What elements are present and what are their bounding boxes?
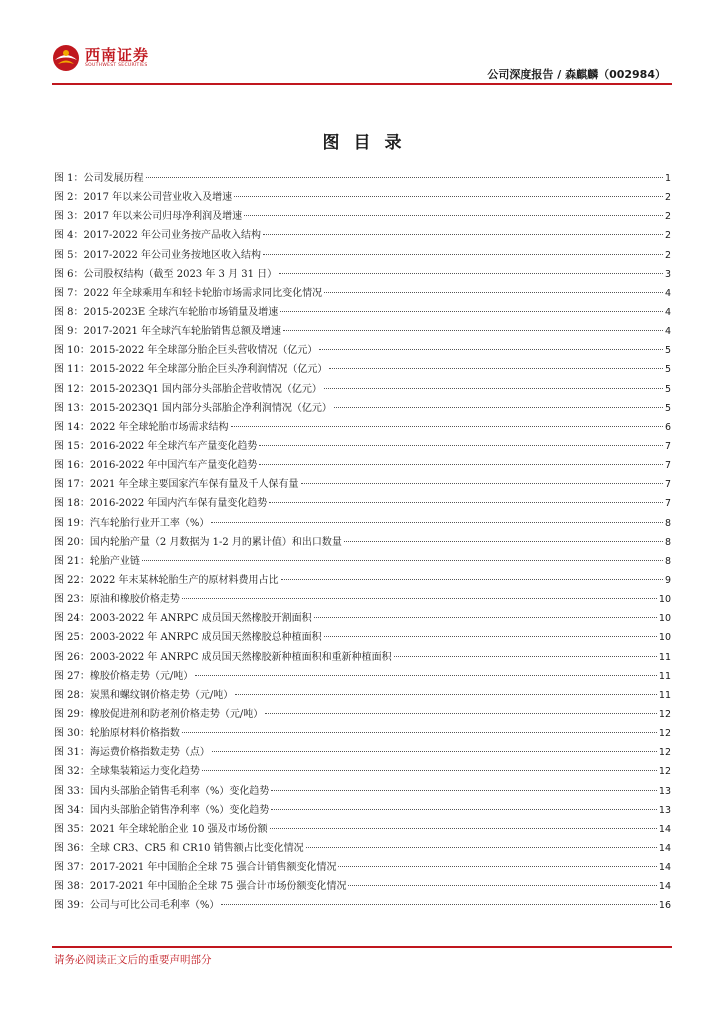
toc-leader-dots bbox=[146, 177, 663, 178]
toc-leader-dots bbox=[231, 426, 663, 427]
toc-entry-label: 图 2：2017 年以来公司营业收入及增速 bbox=[54, 192, 233, 204]
toc-entry-label: 图 22：2022 年末某林轮胎生产的原材料费用占比 bbox=[54, 574, 279, 586]
toc-entry[interactable] bbox=[54, 667, 671, 686]
toc-entry[interactable] bbox=[54, 494, 671, 513]
toc-entry-label: 图 28：炭黑和螺纹钢价格走势（元/吨） bbox=[54, 689, 234, 701]
toc-entry[interactable] bbox=[54, 207, 671, 226]
toc-leader-dots bbox=[348, 885, 656, 886]
toc-entry-page-number: 2 bbox=[664, 230, 671, 242]
toc-entry-label: 图 17：2021 年全球主要国家汽车保有量及千人保有量 bbox=[54, 479, 299, 491]
toc-entry[interactable] bbox=[54, 839, 671, 858]
toc-leader-dots bbox=[212, 751, 657, 752]
toc-entry-page-number: 3 bbox=[664, 268, 671, 280]
toc-entry-label: 图 23：原油和橡胶价格走势 bbox=[54, 594, 180, 606]
toc-entry-page-number: 5 bbox=[664, 383, 671, 395]
toc-leader-dots bbox=[265, 713, 657, 714]
toc-entry-label: 图 16：2016-2022 年中国汽车产量变化趋势 bbox=[54, 460, 258, 472]
southwest-securities-logo-icon bbox=[52, 44, 80, 72]
toc-entry-label: 图 20：国内轮胎产量（2 月数据为 1-2 月的累计值）和出口数量 bbox=[54, 536, 342, 548]
toc-entry-label: 图 24：2003-2022 年 ANRPC 成员国天然橡胶开割面积 bbox=[54, 613, 312, 625]
toc-entry-page-number: 12 bbox=[658, 747, 671, 759]
toc-entry[interactable] bbox=[54, 743, 671, 762]
toc-entry-page-number: 4 bbox=[664, 287, 671, 299]
toc-leader-dots bbox=[221, 904, 657, 905]
logo-chinese-name: 西南证券 bbox=[85, 46, 150, 64]
toc-entry-label: 图 29：橡胶促进剂和防老剂价格走势（元/吨） bbox=[54, 708, 264, 720]
toc-entry[interactable] bbox=[54, 514, 671, 533]
toc-leader-dots bbox=[306, 847, 657, 848]
toc-entry[interactable] bbox=[54, 762, 671, 781]
toc-entry-page-number: 5 bbox=[664, 402, 671, 414]
toc-entry[interactable] bbox=[54, 858, 671, 877]
toc-leader-dots bbox=[301, 483, 663, 484]
toc-entry[interactable] bbox=[54, 552, 671, 571]
toc-leader-dots bbox=[142, 560, 663, 561]
toc-entry-label: 图 8：2015-2023E 全球汽车轮胎市场销量及增速 bbox=[54, 306, 279, 318]
toc-entry[interactable] bbox=[54, 628, 671, 647]
toc-entry[interactable] bbox=[54, 896, 671, 915]
toc-entry[interactable] bbox=[54, 475, 671, 494]
toc-leader-dots bbox=[244, 215, 663, 216]
footer-divider bbox=[52, 946, 672, 948]
toc-entry-page-number: 12 bbox=[658, 766, 671, 778]
toc-leader-dots bbox=[334, 407, 663, 408]
toc-entry-label: 图 31：海运费价格指数走势（点） bbox=[54, 747, 210, 759]
toc-leader-dots bbox=[279, 273, 663, 274]
toc-entry-label: 图 13：2015-2023Q1 国内部分头部胎企净利润情况（亿元） bbox=[54, 402, 332, 414]
toc-entry-page-number: 7 bbox=[664, 479, 671, 491]
toc-leader-dots bbox=[195, 675, 657, 676]
toc-entry-label: 图 11：2015-2022 年全球部分胎企巨头净利润情况（亿元） bbox=[54, 364, 328, 376]
toc-entry-page-number: 8 bbox=[664, 517, 671, 529]
toc-entry-page-number: 14 bbox=[658, 823, 671, 835]
toc-entry[interactable] bbox=[54, 648, 671, 667]
toc-entry-label: 图 1：公司发展历程 bbox=[54, 173, 144, 184]
toc-entry[interactable] bbox=[54, 284, 671, 303]
toc-leader-dots bbox=[324, 388, 663, 389]
toc-entry[interactable] bbox=[54, 265, 671, 284]
toc-entry-page-number: 4 bbox=[664, 326, 671, 338]
toc-leader-dots bbox=[283, 330, 663, 331]
toc-entry[interactable] bbox=[54, 246, 671, 265]
toc-entry[interactable] bbox=[54, 686, 671, 705]
toc-entry-page-number: 14 bbox=[658, 881, 671, 893]
toc-entry[interactable] bbox=[54, 188, 671, 207]
toc-leader-dots bbox=[319, 349, 663, 350]
toc-entry-page-number: 9 bbox=[664, 574, 671, 586]
toc-entry-label: 图 19：汽车轮胎行业开工率（%） bbox=[54, 517, 210, 529]
toc-leader-dots bbox=[211, 522, 663, 523]
toc-entry[interactable] bbox=[54, 399, 671, 418]
toc-entry-page-number: 7 bbox=[664, 440, 671, 452]
toc-leader-dots bbox=[182, 732, 657, 733]
toc-entry-label: 图 18：2016-2022 年国内汽车保有量变化趋势 bbox=[54, 498, 268, 510]
toc-leader-dots bbox=[324, 636, 657, 637]
toc-entry-label: 图 14：2022 年全球轮胎市场需求结构 bbox=[54, 421, 229, 433]
toc-entry[interactable] bbox=[54, 801, 671, 820]
toc-entry-page-number: 7 bbox=[664, 498, 671, 510]
toc-entry[interactable] bbox=[54, 437, 671, 456]
toc-leader-dots bbox=[281, 579, 663, 580]
toc-entry[interactable] bbox=[54, 456, 671, 475]
toc-entry-page-number: 14 bbox=[658, 842, 671, 854]
logo-english-name: SOUTHWEST SECURITIES bbox=[85, 63, 148, 68]
toc-entry[interactable] bbox=[54, 782, 671, 801]
toc-entry-label: 图 34：国内头部胎企销售净利率（%）变化趋势 bbox=[54, 804, 270, 816]
toc-entry-label: 图 6：公司股权结构（截至 2023 年 3 月 31 日） bbox=[54, 268, 278, 280]
toc-entry[interactable] bbox=[54, 609, 671, 628]
toc-leader-dots bbox=[270, 828, 657, 829]
header-divider bbox=[52, 83, 672, 85]
toc-leader-dots bbox=[344, 541, 663, 542]
toc-entry[interactable] bbox=[54, 820, 671, 839]
toc-leader-dots bbox=[280, 311, 663, 312]
toc-entry[interactable] bbox=[54, 590, 671, 609]
toc-entry-label: 图 4：2017-2022 年公司业务按产品收入结构 bbox=[54, 230, 261, 242]
toc-entry-page-number: 12 bbox=[658, 708, 671, 720]
toc-leader-dots bbox=[234, 196, 663, 197]
toc-entry[interactable] bbox=[54, 380, 671, 399]
toc-entry[interactable] bbox=[54, 533, 671, 552]
toc-entry-page-number: 13 bbox=[658, 804, 671, 816]
toc-entry[interactable] bbox=[54, 877, 671, 896]
toc-entry-page-number: 16 bbox=[658, 900, 671, 912]
toc-leader-dots bbox=[269, 502, 663, 503]
toc-entry-label: 图 12：2015-2023Q1 国内部分头部胎企营收情况（亿元） bbox=[54, 383, 322, 395]
toc-entry[interactable] bbox=[54, 226, 671, 245]
toc-leader-dots bbox=[259, 445, 663, 446]
toc-entry-label: 图 36：全球 CR3、CR5 和 CR10 销售额占比变化情况 bbox=[54, 842, 304, 854]
toc-entry-page-number: 10 bbox=[658, 594, 671, 606]
toc-leader-dots bbox=[259, 464, 663, 465]
report-title: 公司深度报告 / 森麒麟（002984） bbox=[487, 68, 666, 81]
company-logo bbox=[52, 44, 149, 72]
toc-entry[interactable] bbox=[54, 571, 671, 590]
toc-entry-page-number: 4 bbox=[664, 306, 671, 318]
toc-entry[interactable] bbox=[54, 341, 671, 360]
toc-entry-page-number: 13 bbox=[658, 785, 671, 797]
toc-leader-dots bbox=[329, 368, 663, 369]
page-title: 图目录 bbox=[322, 133, 416, 153]
toc-entry-label: 图 32：全球集装箱运力变化趋势 bbox=[54, 766, 200, 778]
toc-entry-page-number: 12 bbox=[658, 728, 671, 740]
toc-entry-page-number: 11 bbox=[658, 651, 671, 663]
toc-entry-label: 图 15：2016-2022 年全球汽车产量变化趋势 bbox=[54, 440, 258, 452]
toc-entry-label: 图 27：橡胶价格走势（元/吨） bbox=[54, 670, 194, 682]
toc-entry-label: 图 26：2003-2022 年 ANRPC 成员国天然橡胶新种植面积和重新种植面积 bbox=[54, 651, 392, 663]
toc-entry-page-number: 2 bbox=[664, 192, 671, 204]
toc-leader-dots bbox=[324, 292, 663, 293]
toc-entry-label: 图 3：2017 年以来公司归母净利润及增速 bbox=[54, 211, 243, 223]
footer-disclaimer: 请务必阅读正文后的重要声明部分 bbox=[54, 954, 212, 966]
toc-entry-label: 图 21：轮胎产业链 bbox=[54, 555, 140, 567]
toc-entry-page-number: 14 bbox=[658, 862, 671, 874]
toc-entry-page-number: 10 bbox=[658, 613, 671, 625]
toc-entry-page-number: 11 bbox=[658, 689, 671, 701]
toc-entry[interactable] bbox=[54, 724, 671, 743]
toc-entry-page-number: 2 bbox=[664, 249, 671, 261]
toc-entry-label: 图 9：2017-2021 年全球汽车轮胎销售总额及增速 bbox=[54, 326, 281, 338]
toc-entry-page-number: 5 bbox=[664, 345, 671, 357]
toc-entry-label: 图 33：国内头部胎企销售毛利率（%）变化趋势 bbox=[54, 785, 270, 797]
toc-entry-label: 图 5：2017-2022 年公司业务按地区收入结构 bbox=[54, 249, 261, 261]
toc-entry-label: 图 39：公司与可比公司毛利率（%） bbox=[54, 900, 220, 912]
toc-entry-label: 图 10：2015-2022 年全球部分胎企巨头营收情况（亿元） bbox=[54, 345, 318, 357]
toc-leader-dots bbox=[202, 770, 657, 771]
toc-entry[interactable] bbox=[54, 705, 671, 724]
toc-entry-label: 图 38：2017-2021 年中国胎企全球 75 强合计市场份额变化情况 bbox=[54, 881, 347, 893]
toc-entry-page-number: 2 bbox=[664, 211, 671, 223]
toc-entry-page-number: 7 bbox=[664, 460, 671, 472]
toc-entry-page-number: 11 bbox=[658, 670, 671, 682]
toc-leader-dots bbox=[182, 598, 657, 599]
toc-entry-page-number: 8 bbox=[664, 536, 671, 548]
toc-leader-dots bbox=[394, 656, 657, 657]
toc-entry-page-number: 6 bbox=[664, 421, 671, 433]
toc-entry[interactable] bbox=[54, 322, 671, 341]
toc-entry-page-number: 1 bbox=[664, 173, 671, 184]
toc-entry[interactable] bbox=[54, 169, 671, 188]
toc-leader-dots bbox=[271, 790, 657, 791]
toc-entry-label: 图 7：2022 年全球乘用车和轻卡轮胎市场需求同比变化情况 bbox=[54, 287, 323, 299]
toc-entry[interactable] bbox=[54, 360, 671, 379]
toc-entry-label: 图 37：2017-2021 年中国胎企全球 75 强合计销售额变化情况 bbox=[54, 862, 337, 874]
toc-entry-label: 图 25：2003-2022 年 ANRPC 成员国天然橡胶总种植面积 bbox=[54, 632, 322, 644]
figure-table-of-contents bbox=[54, 169, 671, 915]
toc-leader-dots bbox=[263, 234, 663, 235]
toc-entry-label: 图 35：2021 年全球轮胎企业 10 强及市场份额 bbox=[54, 823, 268, 835]
toc-leader-dots bbox=[263, 254, 663, 255]
toc-entry-page-number: 10 bbox=[658, 632, 671, 644]
toc-entry-page-number: 5 bbox=[664, 364, 671, 376]
toc-entry[interactable] bbox=[54, 303, 671, 322]
toc-leader-dots bbox=[338, 866, 656, 867]
toc-leader-dots bbox=[271, 809, 657, 810]
toc-leader-dots bbox=[314, 617, 657, 618]
toc-entry-page-number: 8 bbox=[664, 555, 671, 567]
toc-entry-label: 图 30：轮胎原材料价格指数 bbox=[54, 728, 180, 740]
toc-leader-dots bbox=[235, 694, 657, 695]
toc-entry[interactable] bbox=[54, 418, 671, 437]
